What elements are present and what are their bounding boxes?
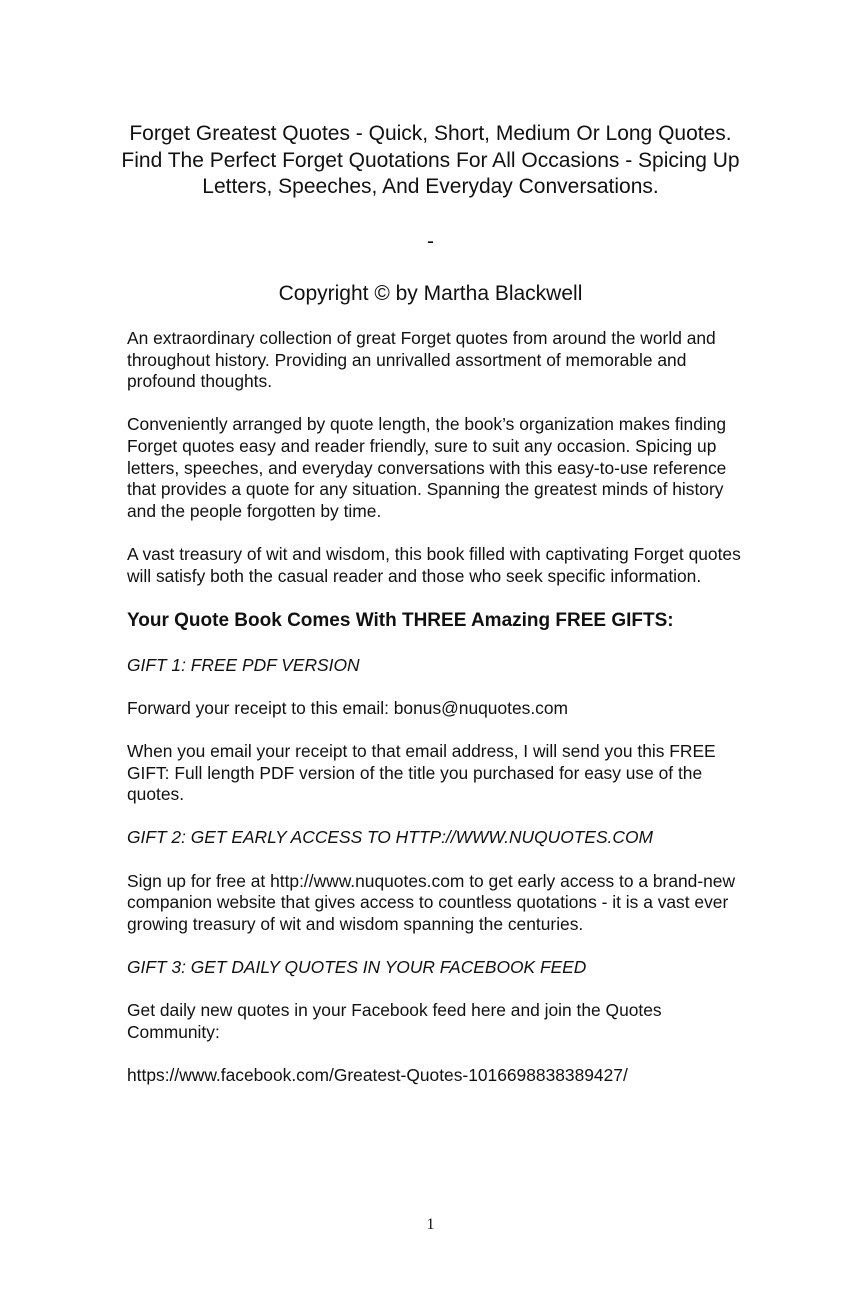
gift-2-heading: GIFT 2: GET EARLY ACCESS TO HTTP://WWW.NUQUOTES.COM <box>127 827 653 848</box>
gift-3-heading: GIFT 3: GET DAILY QUOTES IN YOUR FACEBOOK FEED <box>127 957 587 978</box>
gift-1-description: When you email your receipt to that email address, I will send you this FREE GIFT: Full length PDF version of the title you purchased for easy use of the quotes. <box>127 741 716 805</box>
document-body <box>127 328 747 1108</box>
title-separator: - <box>427 230 434 253</box>
gift-3-description: Get daily new quotes in your Facebook feed here and join the Quotes Community: <box>127 1000 662 1042</box>
gift-1-email-line: Forward your receipt to this email: bonus@nuquotes.com <box>127 697 569 718</box>
intro-paragraph: An extraordinary collection of great Forget quotes from around the world and throughout history. Providing an unrivalled assortment of memorable and profound thoughts. <box>127 328 716 392</box>
gifts-heading: Your Quote Book Comes With THREE Amazing FREE GIFTS: <box>127 609 674 631</box>
document-title: Forget Greatest Quotes - Quick, Short, Medium Or Long Quotes. Find The Perfect Forget Quotations For All Occasions - Spicing Up Letters, Speeches, And Everyday Conversations. <box>121 122 740 198</box>
organization-paragraph: Conveniently arranged by quote length, the book’s organization makes finding Forget quotes easy and reader friendly, sure to suit any occasion. Spicing up letters, speeches, and everyday conversations with this easy-to-use reference that provides a quote for any situation. Spanning the greatest minds of history and the people forgotten by time. <box>127 414 727 521</box>
gift-2-description: Sign up for free at http://www.nuquotes.com to get early access to a brand-new companion website that gives access to countless quotations - it is a vast ever growing treasury of wit and wisdom spanning the centuries. <box>127 870 736 934</box>
treasury-paragraph: A vast treasury of wit and wisdom, this book filled with captivating Forget quotes will satisfy both the casual reader and those who seek specific information. <box>127 543 741 586</box>
page-number: 1 <box>426 1216 435 1233</box>
copyright-line: Copyright © by Martha Blackwell <box>278 282 583 305</box>
gift-1-heading: GIFT 1: FREE PDF VERSION <box>127 654 360 675</box>
facebook-link[interactable]: https://www.facebook.com/Greatest-Quotes-1016698838389427/ <box>127 1065 628 1085</box>
